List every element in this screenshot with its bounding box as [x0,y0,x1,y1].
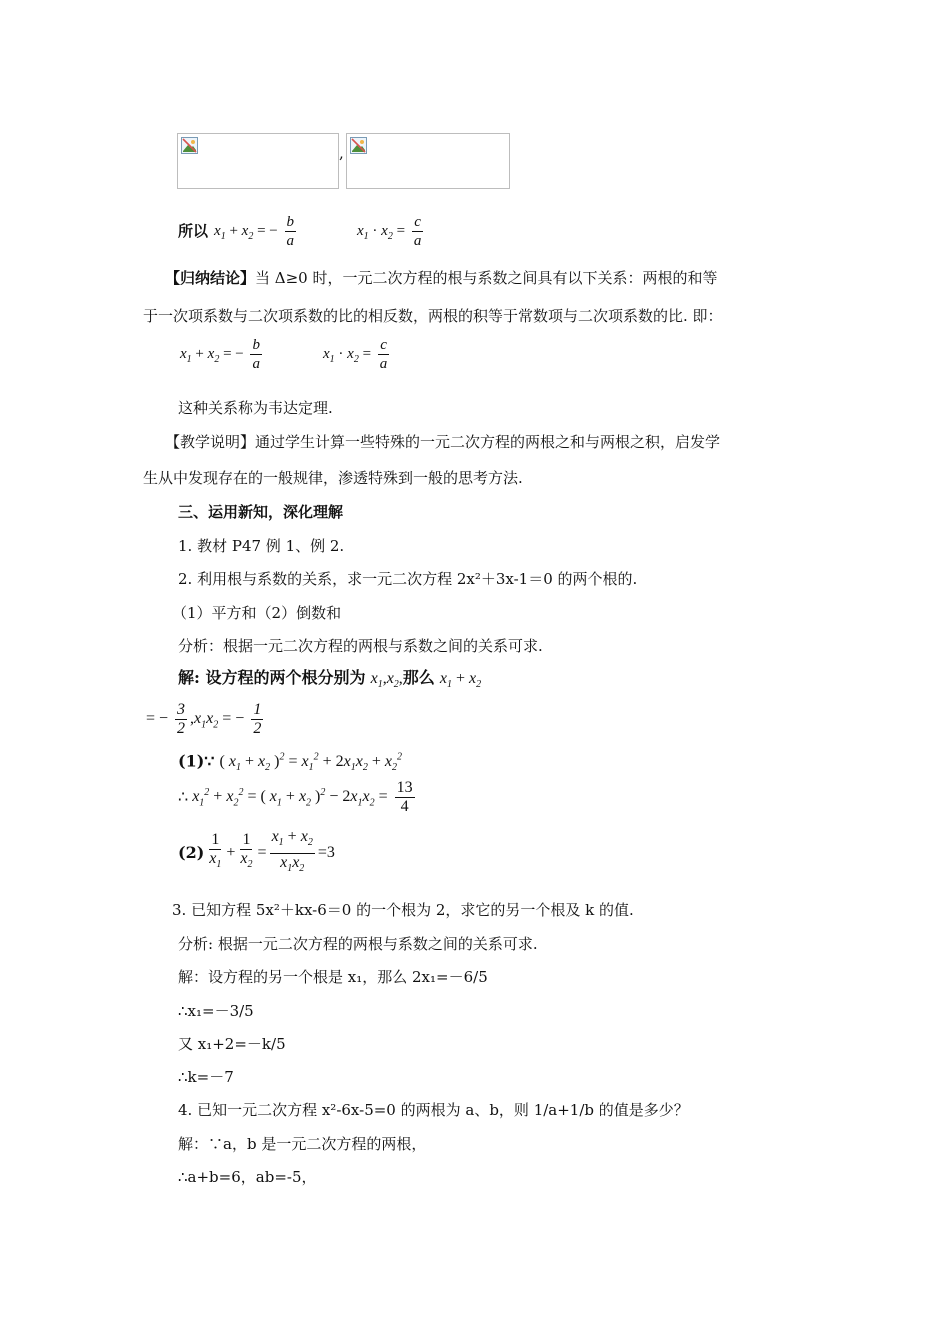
part-2-result: (2) $\frac{1}{x_1}$ + $\frac{1}{x_2}$ = $\frac{x_1 + x_2}{x_1x_2}$ = 3 [178,828,335,874]
item-2-solution: 解: 设方程的两个根分别为 $x_1,x_2$,那么 $x_1 + x_2$ [178,668,482,691]
image-separator: , [339,144,344,162]
broken-image-icon [181,137,198,154]
section-3-title: 三、运用新知，深化理解 [178,503,344,521]
item-3-step-2: 又 x₁+2=－k/5 [178,1035,286,1053]
part-1-identity: (1)∵ ( $x_1 + x_2$ )$^2 = x_1^2 + 2x_1x_2 + x_2^2$ [178,751,402,774]
item-3-step-3: ∴k=－7 [178,1068,234,1086]
vieta-name: 这种关系称为韦达定理. [178,399,333,417]
item-2-subparts: （1）平方和（2）倒数和 [172,604,342,622]
item-4: 4. 已知一元二次方程 x²-6x-5=0 的两根为 a、b，则 1/a+1/b 的值是多少？ [178,1101,689,1119]
item-4-step-1: ∴a+b=6，ab=-5， [178,1168,317,1186]
teaching-note-line-1: 【教学说明】通过学生计算一些特殊的一元二次方程的两根之和与两根之积，启发学 [165,433,721,451]
item-2: 2. 利用根与系数的关系，求一元二次方程 2x²＋3x-1＝0 的两个根的. [178,570,638,588]
teaching-note-line-2: 生从中发现存在的一般规律，渗透特殊到一般的思考方法. [143,469,523,487]
item-3-step-1: ∴x₁=－3/5 [178,1002,254,1020]
formula-product: $x_1 \cdot x_2$ = $\frac{c}{a}$ [357,213,422,249]
image-placeholder-right [346,133,510,189]
item-2-solution-values: = − $\frac{3}{2}$ $,x_1x_2$ = − $\frac{1}{2}$ [146,700,262,737]
formula-sum: $x_1 + x_2$ = − $\frac{b}{a}$ [214,213,294,249]
item-3-analysis: 分析: 根据一元二次方程的两根与系数之间的关系可求. [178,935,538,953]
so-label: 所以 [178,222,209,240]
conclusion-tag: 【归纳结论】 [165,269,256,287]
conclusion-line-2: 于一次项系数与二次项系数的比的相反数，两根的积等于常数项与二次项系数的比. 即： [143,307,723,325]
item-4-solution: 解：∵a，b 是一元二次方程的两根， [178,1135,427,1153]
part-1-result: ∴ $x_1^2 + x_2^2$ = ( $x_1 + x_2$ )$^2 - 2x_1x_2$ = $\frac{13}{4}$ [178,778,413,815]
sum-product-formula [178,211,426,251]
vieta-formula: $x_1 + x_2$ = − $\frac{b}{a}$ $x_1 \cdot x_2$ = $\frac{c}{a}$ [180,336,388,372]
broken-image-icon [350,137,367,154]
item-3: 3. 已知方程 5x²＋kx-6＝0 的一个根为 2，求它的另一个根及 k 的值. [172,901,634,919]
item-1: 1. 教材 P47 例 1、例 2. [178,537,345,555]
image-placeholder-left [177,133,339,189]
item-2-analysis: 分析：根据一元二次方程的两根与系数之间的关系可求. [178,637,543,655]
conclusion-line-1: 【归纳结论】当 Δ≥0 时，一元二次方程的根与系数之间具有以下关系：两根的和等 [165,269,718,287]
item-3-solution: 解：设方程的另一个根是 x₁，那么 2x₁=－6/5 [178,968,488,986]
